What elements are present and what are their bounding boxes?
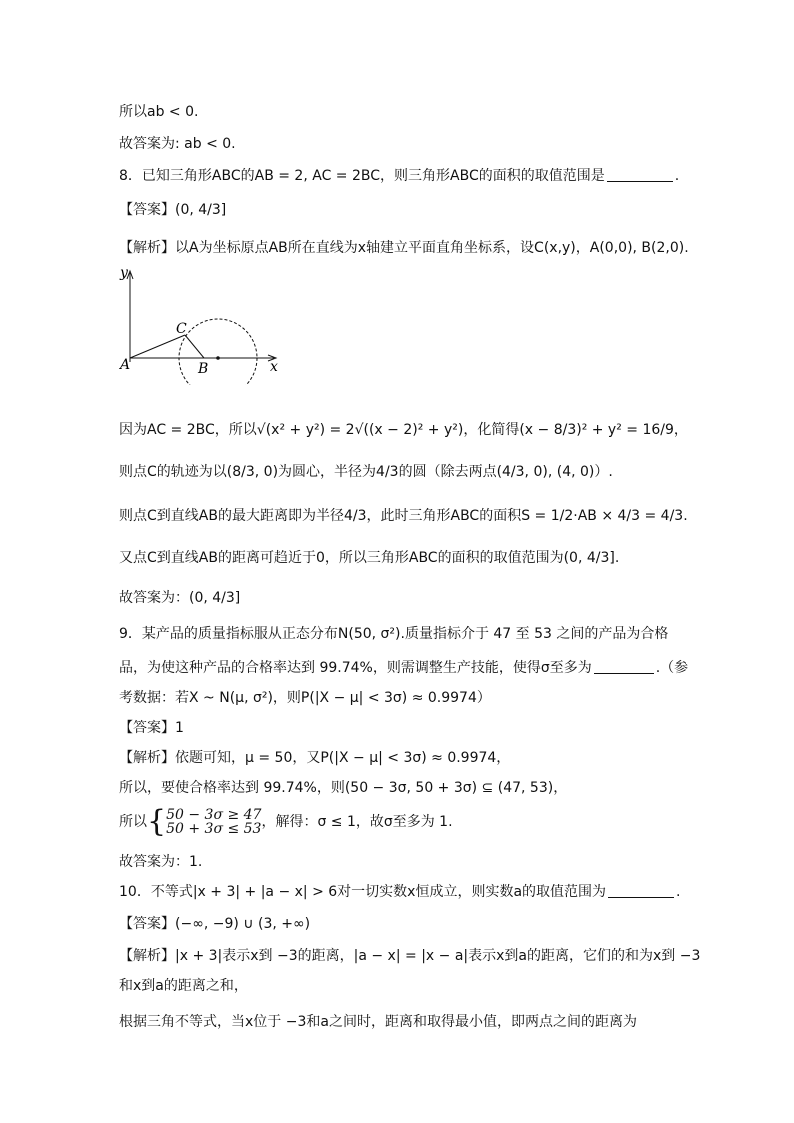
circle-center [216,356,220,360]
question-10-end: . [676,884,681,900]
answer-8-final: 故答案为：(0, 4/3] [119,590,241,606]
question-10 [119,882,681,902]
explanation-9: 【解析】依题可知，μ = 50，又P(|X − μ| < 3σ) ≈ 0.9974， [119,750,511,766]
question-9-text: 品，为使这种产品的合格率达到 99.74%，则需调整生产技能，使得σ至多为 [119,660,592,676]
inequality-1: 50 − 3σ ≥ 47 [166,807,262,823]
answer-10: 【答案】(−∞, −9) ∪ (3, +∞) [119,916,311,932]
inequality-system [166,808,261,836]
question-8 [119,166,679,186]
label-y: y [120,265,128,281]
explanation-10: 【解析】|x + 3|表示x到 −3的距离，|a − x| = |x − a|表示x到a的距离，它们的和为x到 −3 [119,948,701,964]
question-8-text: 8．已知三角形ABC的AB = 2, AC = 2BC，则三角形ABC的面积的取值范围是 [119,168,605,184]
question-10-text: 10．不等式|x + 3| + |a − x| > 6对一切实数x恒成立，则实数a的取值范围为 [119,884,607,900]
question-9-tail: .（参 [655,660,689,676]
answer-8: 【答案】(0, 4/3] [119,202,227,218]
solution-9-conclusion: ，解得：σ ≤ 1，故σ至多为 1. [261,814,453,830]
question-9-line-2 [119,658,688,678]
label-A: A [120,357,131,373]
coordinate-figure [116,265,286,385]
answer-blank [607,167,673,182]
so-label: 所以 [119,814,147,830]
solution-step-3: 则点C到直线AB的最大距离即为半径4/3，此时三角形ABC的面积S = 1/2·AB × 4/3 = 4/3. [119,508,688,524]
answer-blank [608,883,674,898]
answer-9: 【答案】1 [119,720,184,736]
line-ab-negative: 所以ab < 0. [119,104,199,120]
solution-step-1: 因为AC = 2BC，所以√(x² + y²) = 2√((x − 2)² + y²)，化简得(x − 8/3)² + y² = 16/9， [119,422,688,438]
inequality-2: 50 + 3σ ≤ 53 [166,821,262,837]
explanation-8: 【解析】以A为坐标原点AB所在直线为x轴建立平面直角坐标系，设C(x,y)，A(0,0), B(2,0). [119,240,689,256]
explanation-10-line-2: 和x到a的距离之和， [119,978,248,994]
answer-blank [594,659,654,674]
solution-9-step-2 [119,804,453,839]
answer-9-final: 故答案为：1. [119,854,203,870]
question-9-line-1: 9．某产品的质量指标服从正态分布N(50, σ²).质量指标介于 47 至 53 之间的产品为合格 [119,626,669,642]
solution-step-2: 则点C的轨迹为以(8/3, 0)为圆心，半径为4/3的圆（除去两点(4/3, 0), (4, 0)）. [119,464,613,480]
label-x: x [270,359,278,375]
explanation-10-line-3: 根据三角不等式，当x位于 −3和a之间时，距离和取得最小值，即两点之间的距离为 [119,1014,637,1030]
locus-circle [179,319,257,385]
solution-9-step-1: 所以，要使合格率达到 99.74%，则(50 − 3σ, 50 + 3σ) ⊆ (47, 53)， [119,780,568,796]
solution-step-4: 又点C到直线AB的距离可趋近于0，所以三角形ABC的面积的取值范围为(0, 4/3]. [119,550,620,566]
question-8-end: . [674,168,680,184]
segment-BC [185,335,204,358]
label-C: C [176,321,187,337]
question-9-line-3: 考数据：若X ~ N(μ, σ²)，则P(|X − μ| < 3σ) ≈ 0.9974） [119,690,491,706]
segment-AC [130,335,185,358]
answer-line-1: 故答案为: ab < 0. [119,136,236,152]
system-brace: { [147,804,167,839]
label-B: B [198,361,209,377]
